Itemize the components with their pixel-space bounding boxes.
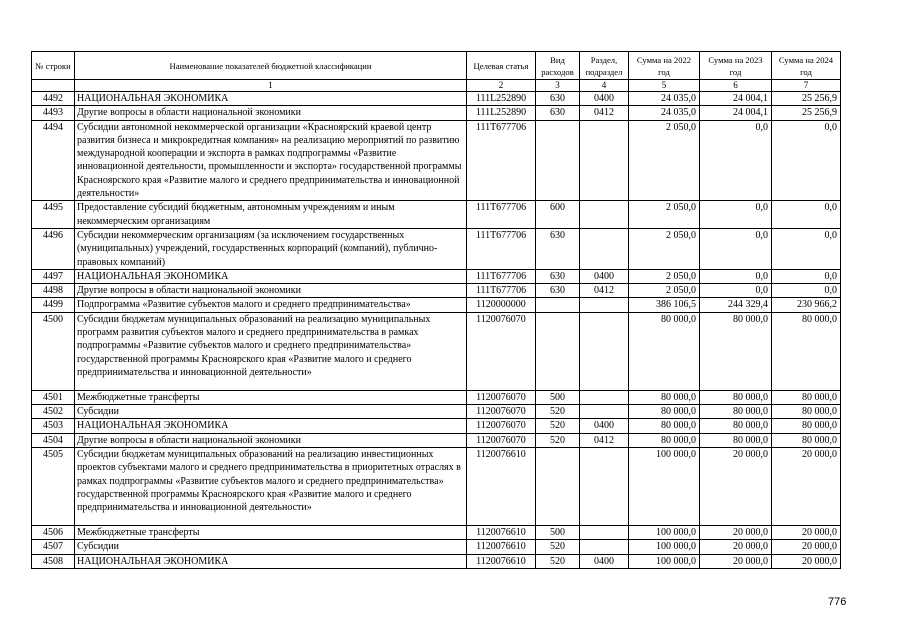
- column-number-row: [32, 80, 841, 92]
- header-expense-type: Вид расходов: [536, 52, 580, 80]
- table-row: [32, 405, 841, 419]
- row-sum-2023: 20 000,0: [700, 447, 772, 525]
- row-sum-2023: 0,0: [700, 120, 772, 201]
- row-sum-2024: 0,0: [772, 120, 841, 201]
- row-sum-2023: 80 000,0: [700, 390, 772, 404]
- row-target-article: 1120076070: [467, 433, 536, 447]
- row-sum-2024: 20 000,0: [772, 540, 841, 554]
- row-sum-2022: 24 035,0: [629, 106, 700, 120]
- row-sum-2023: 20 000,0: [700, 540, 772, 554]
- row-section: [580, 540, 629, 554]
- row-name: НАЦИОНАЛЬНАЯ ЭКОНОМИКА: [75, 269, 467, 283]
- row-expense-type: 520: [536, 419, 580, 433]
- row-name: Субсидии бюджетам муниципальных образований на реализацию инвестиционных проектов субъектами малого и среднего предпринимательства в приоритетных отраслях в рамках подпрограммы «Развитие субъектов малого и среднего предпринимательства» государственной программы Красноярского края «Развитие малого и среднего предпринимательства и инновационной деятельности»: [75, 447, 467, 525]
- row-section: [580, 447, 629, 525]
- row-sum-2022: 80 000,0: [629, 390, 700, 404]
- row-name: НАЦИОНАЛЬНАЯ ЭКОНОМИКА: [75, 92, 467, 106]
- row-section: 0400: [580, 419, 629, 433]
- row-expense-type: [536, 447, 580, 525]
- row-sum-2024: 20 000,0: [772, 447, 841, 525]
- row-number: 4499: [32, 298, 75, 312]
- row-number: 4493: [32, 106, 75, 120]
- table-row: [32, 419, 841, 433]
- row-sum-2024: 80 000,0: [772, 405, 841, 419]
- row-target-article: 111T677706: [467, 269, 536, 283]
- row-target-article: 1120076610: [467, 540, 536, 554]
- row-expense-type: [536, 312, 580, 390]
- row-number: 4507: [32, 540, 75, 554]
- table-row: [32, 201, 841, 229]
- row-expense-type: 630: [536, 269, 580, 283]
- table-row: [32, 433, 841, 447]
- row-sum-2023: 0,0: [700, 228, 772, 269]
- row-sum-2024: 80 000,0: [772, 390, 841, 404]
- row-number: 4494: [32, 120, 75, 201]
- row-name: Предоставление субсидий бюджетным, автономным учреждениям и иным некоммерческим организациям: [75, 201, 467, 229]
- row-section: [580, 312, 629, 390]
- row-sum-2022: 2 050,0: [629, 120, 700, 201]
- row-sum-2024: 230 966,2: [772, 298, 841, 312]
- row-target-article: 1120076070: [467, 419, 536, 433]
- row-number: 4506: [32, 525, 75, 539]
- row-name: Другие вопросы в области национальной экономики: [75, 284, 467, 298]
- row-section: [580, 201, 629, 229]
- row-section: [580, 120, 629, 201]
- table-row: [32, 269, 841, 283]
- column-number: 6: [700, 80, 772, 92]
- row-expense-type: 500: [536, 525, 580, 539]
- column-number: 2: [467, 80, 536, 92]
- row-name: Подпрограмма «Развитие субъектов малого и среднего предпринимательства»: [75, 298, 467, 312]
- row-sum-2022: 100 000,0: [629, 447, 700, 525]
- column-number: 3: [536, 80, 580, 92]
- table-row: [32, 312, 841, 390]
- row-sum-2023: 80 000,0: [700, 405, 772, 419]
- row-section: [580, 525, 629, 539]
- row-sum-2022: 24 035,0: [629, 92, 700, 106]
- table-row: [32, 284, 841, 298]
- budget-table-sheet: [31, 51, 841, 569]
- row-target-article: 111T677706: [467, 201, 536, 229]
- row-sum-2024: 0,0: [772, 269, 841, 283]
- row-sum-2022: 100 000,0: [629, 525, 700, 539]
- row-number: 4503: [32, 419, 75, 433]
- table-row: [32, 228, 841, 269]
- row-target-article: 111L252890: [467, 106, 536, 120]
- row-number: 4508: [32, 554, 75, 568]
- row-number: 4498: [32, 284, 75, 298]
- row-name: Субсидии: [75, 540, 467, 554]
- row-sum-2022: 2 050,0: [629, 284, 700, 298]
- row-section: 0400: [580, 554, 629, 568]
- row-sum-2022: 2 050,0: [629, 228, 700, 269]
- row-section: 0400: [580, 269, 629, 283]
- row-sum-2023: 24 004,1: [700, 92, 772, 106]
- row-number: 4500: [32, 312, 75, 390]
- row-target-article: 1120000000: [467, 298, 536, 312]
- row-name: Субсидии некоммерческим организациям (за исключением государственных (муниципальных) учреждений, государственных корпораций (компаний), публично-правовых компаний): [75, 228, 467, 269]
- header-target-article: Целевая статья: [467, 52, 536, 80]
- row-sum-2022: 80 000,0: [629, 419, 700, 433]
- row-sum-2022: 80 000,0: [629, 433, 700, 447]
- row-target-article: 1120076610: [467, 447, 536, 525]
- table-row: [32, 447, 841, 525]
- row-number: 4502: [32, 405, 75, 419]
- row-sum-2023: 80 000,0: [700, 433, 772, 447]
- row-expense-type: 630: [536, 228, 580, 269]
- row-section: [580, 390, 629, 404]
- row-sum-2023: 0,0: [700, 284, 772, 298]
- row-sum-2024: 80 000,0: [772, 419, 841, 433]
- row-name: НАЦИОНАЛЬНАЯ ЭКОНОМИКА: [75, 419, 467, 433]
- table-row: [32, 540, 841, 554]
- row-sum-2024: 25 256,9: [772, 106, 841, 120]
- row-sum-2022: 100 000,0: [629, 554, 700, 568]
- row-expense-type: 600: [536, 201, 580, 229]
- row-name: Субсидии автономной некоммерческой организации «Красноярский краевой центр развития бизнеса и микрокредитная компания» на реализацию мероприятий по развитию международной кооперации и экспорта в рамках подпрограммы «Развитие инновационной деятельности, промышленности и экспорта» государственной программы Красноярского края «Развитие малого и среднего предпринимательства и инновационной деятельности»: [75, 120, 467, 201]
- row-target-article: 1120076610: [467, 554, 536, 568]
- row-target-article: 111T677706: [467, 284, 536, 298]
- column-number: 1: [75, 80, 467, 92]
- row-sum-2022: 2 050,0: [629, 269, 700, 283]
- row-number: 4492: [32, 92, 75, 106]
- row-expense-type: 630: [536, 106, 580, 120]
- row-sum-2024: 20 000,0: [772, 525, 841, 539]
- table-row: [32, 554, 841, 568]
- row-target-article: 1120076070: [467, 405, 536, 419]
- column-number: 4: [580, 80, 629, 92]
- row-section: 0400: [580, 92, 629, 106]
- row-expense-type: 630: [536, 284, 580, 298]
- row-section: [580, 228, 629, 269]
- row-expense-type: 520: [536, 405, 580, 419]
- row-expense-type: 520: [536, 433, 580, 447]
- row-sum-2023: 24 004,1: [700, 106, 772, 120]
- row-number: 4497: [32, 269, 75, 283]
- row-expense-type: 630: [536, 92, 580, 106]
- row-sum-2022: 100 000,0: [629, 540, 700, 554]
- row-target-article: 1120076610: [467, 525, 536, 539]
- row-name: Межбюджетные трансферты: [75, 525, 467, 539]
- row-sum-2024: 0,0: [772, 201, 841, 229]
- row-name: Субсидии бюджетам муниципальных образований на реализацию муниципальных программ развития субъектов малого и среднего предпринимательства в рамках подпрограммы «Развитие субъектов малого и среднего предпринимательства» государственной программы Красноярского края «Развитие малого и среднего предпринимательства и инновационной деятельности»: [75, 312, 467, 390]
- row-sum-2024: 25 256,9: [772, 92, 841, 106]
- row-name: Субсидии: [75, 405, 467, 419]
- table-row: [32, 525, 841, 539]
- column-number: [32, 80, 75, 92]
- row-sum-2024: 80 000,0: [772, 433, 841, 447]
- row-section: 0412: [580, 106, 629, 120]
- row-expense-type: 520: [536, 540, 580, 554]
- row-target-article: 1120076070: [467, 312, 536, 390]
- row-sum-2023: 20 000,0: [700, 525, 772, 539]
- column-number: 5: [629, 80, 700, 92]
- row-sum-2023: 80 000,0: [700, 312, 772, 390]
- header-sum-2024: Сумма на 2024 год: [772, 52, 841, 80]
- row-target-article: 1120076070: [467, 390, 536, 404]
- row-sum-2022: 386 106,5: [629, 298, 700, 312]
- row-sum-2024: 0,0: [772, 284, 841, 298]
- header-section: Раздел, подраздел: [580, 52, 629, 80]
- row-name: Межбюджетные трансферты: [75, 390, 467, 404]
- row-sum-2022: 80 000,0: [629, 405, 700, 419]
- header-sum-2022: Сумма на 2022 год: [629, 52, 700, 80]
- budget-table: [31, 51, 841, 569]
- header-sum-2023: Сумма на 2023 год: [700, 52, 772, 80]
- row-number: 4501: [32, 390, 75, 404]
- row-expense-type: [536, 120, 580, 201]
- row-section: [580, 405, 629, 419]
- row-number: 4504: [32, 433, 75, 447]
- row-expense-type: [536, 298, 580, 312]
- table-row: [32, 106, 841, 120]
- row-sum-2023: 244 329,4: [700, 298, 772, 312]
- table-row: [32, 92, 841, 106]
- row-section: 0412: [580, 284, 629, 298]
- row-expense-type: 520: [536, 554, 580, 568]
- row-name: Другие вопросы в области национальной экономики: [75, 106, 467, 120]
- row-sum-2024: 0,0: [772, 228, 841, 269]
- row-target-article: 111T677706: [467, 228, 536, 269]
- table-row: [32, 390, 841, 404]
- row-name: НАЦИОНАЛЬНАЯ ЭКОНОМИКА: [75, 554, 467, 568]
- row-sum-2023: 20 000,0: [700, 554, 772, 568]
- row-target-article: 111T677706: [467, 120, 536, 201]
- row-name: Другие вопросы в области национальной экономики: [75, 433, 467, 447]
- header-name: Наименование показателей бюджетной классификации: [75, 52, 467, 80]
- row-sum-2022: 2 050,0: [629, 201, 700, 229]
- row-sum-2023: 0,0: [700, 201, 772, 229]
- row-sum-2022: 80 000,0: [629, 312, 700, 390]
- header-row: [32, 52, 841, 80]
- header-row-number: № строки: [32, 52, 75, 80]
- row-expense-type: 500: [536, 390, 580, 404]
- row-sum-2024: 20 000,0: [772, 554, 841, 568]
- row-sum-2023: 0,0: [700, 269, 772, 283]
- row-sum-2024: 80 000,0: [772, 312, 841, 390]
- row-target-article: 111L252890: [467, 92, 536, 106]
- column-number: 7: [772, 80, 841, 92]
- row-section: [580, 298, 629, 312]
- table-row: [32, 298, 841, 312]
- row-number: 4505: [32, 447, 75, 525]
- row-sum-2023: 80 000,0: [700, 419, 772, 433]
- row-number: 4496: [32, 228, 75, 269]
- row-section: 0412: [580, 433, 629, 447]
- row-number: 4495: [32, 201, 75, 229]
- table-row: [32, 120, 841, 201]
- page-number: 776: [828, 596, 847, 608]
